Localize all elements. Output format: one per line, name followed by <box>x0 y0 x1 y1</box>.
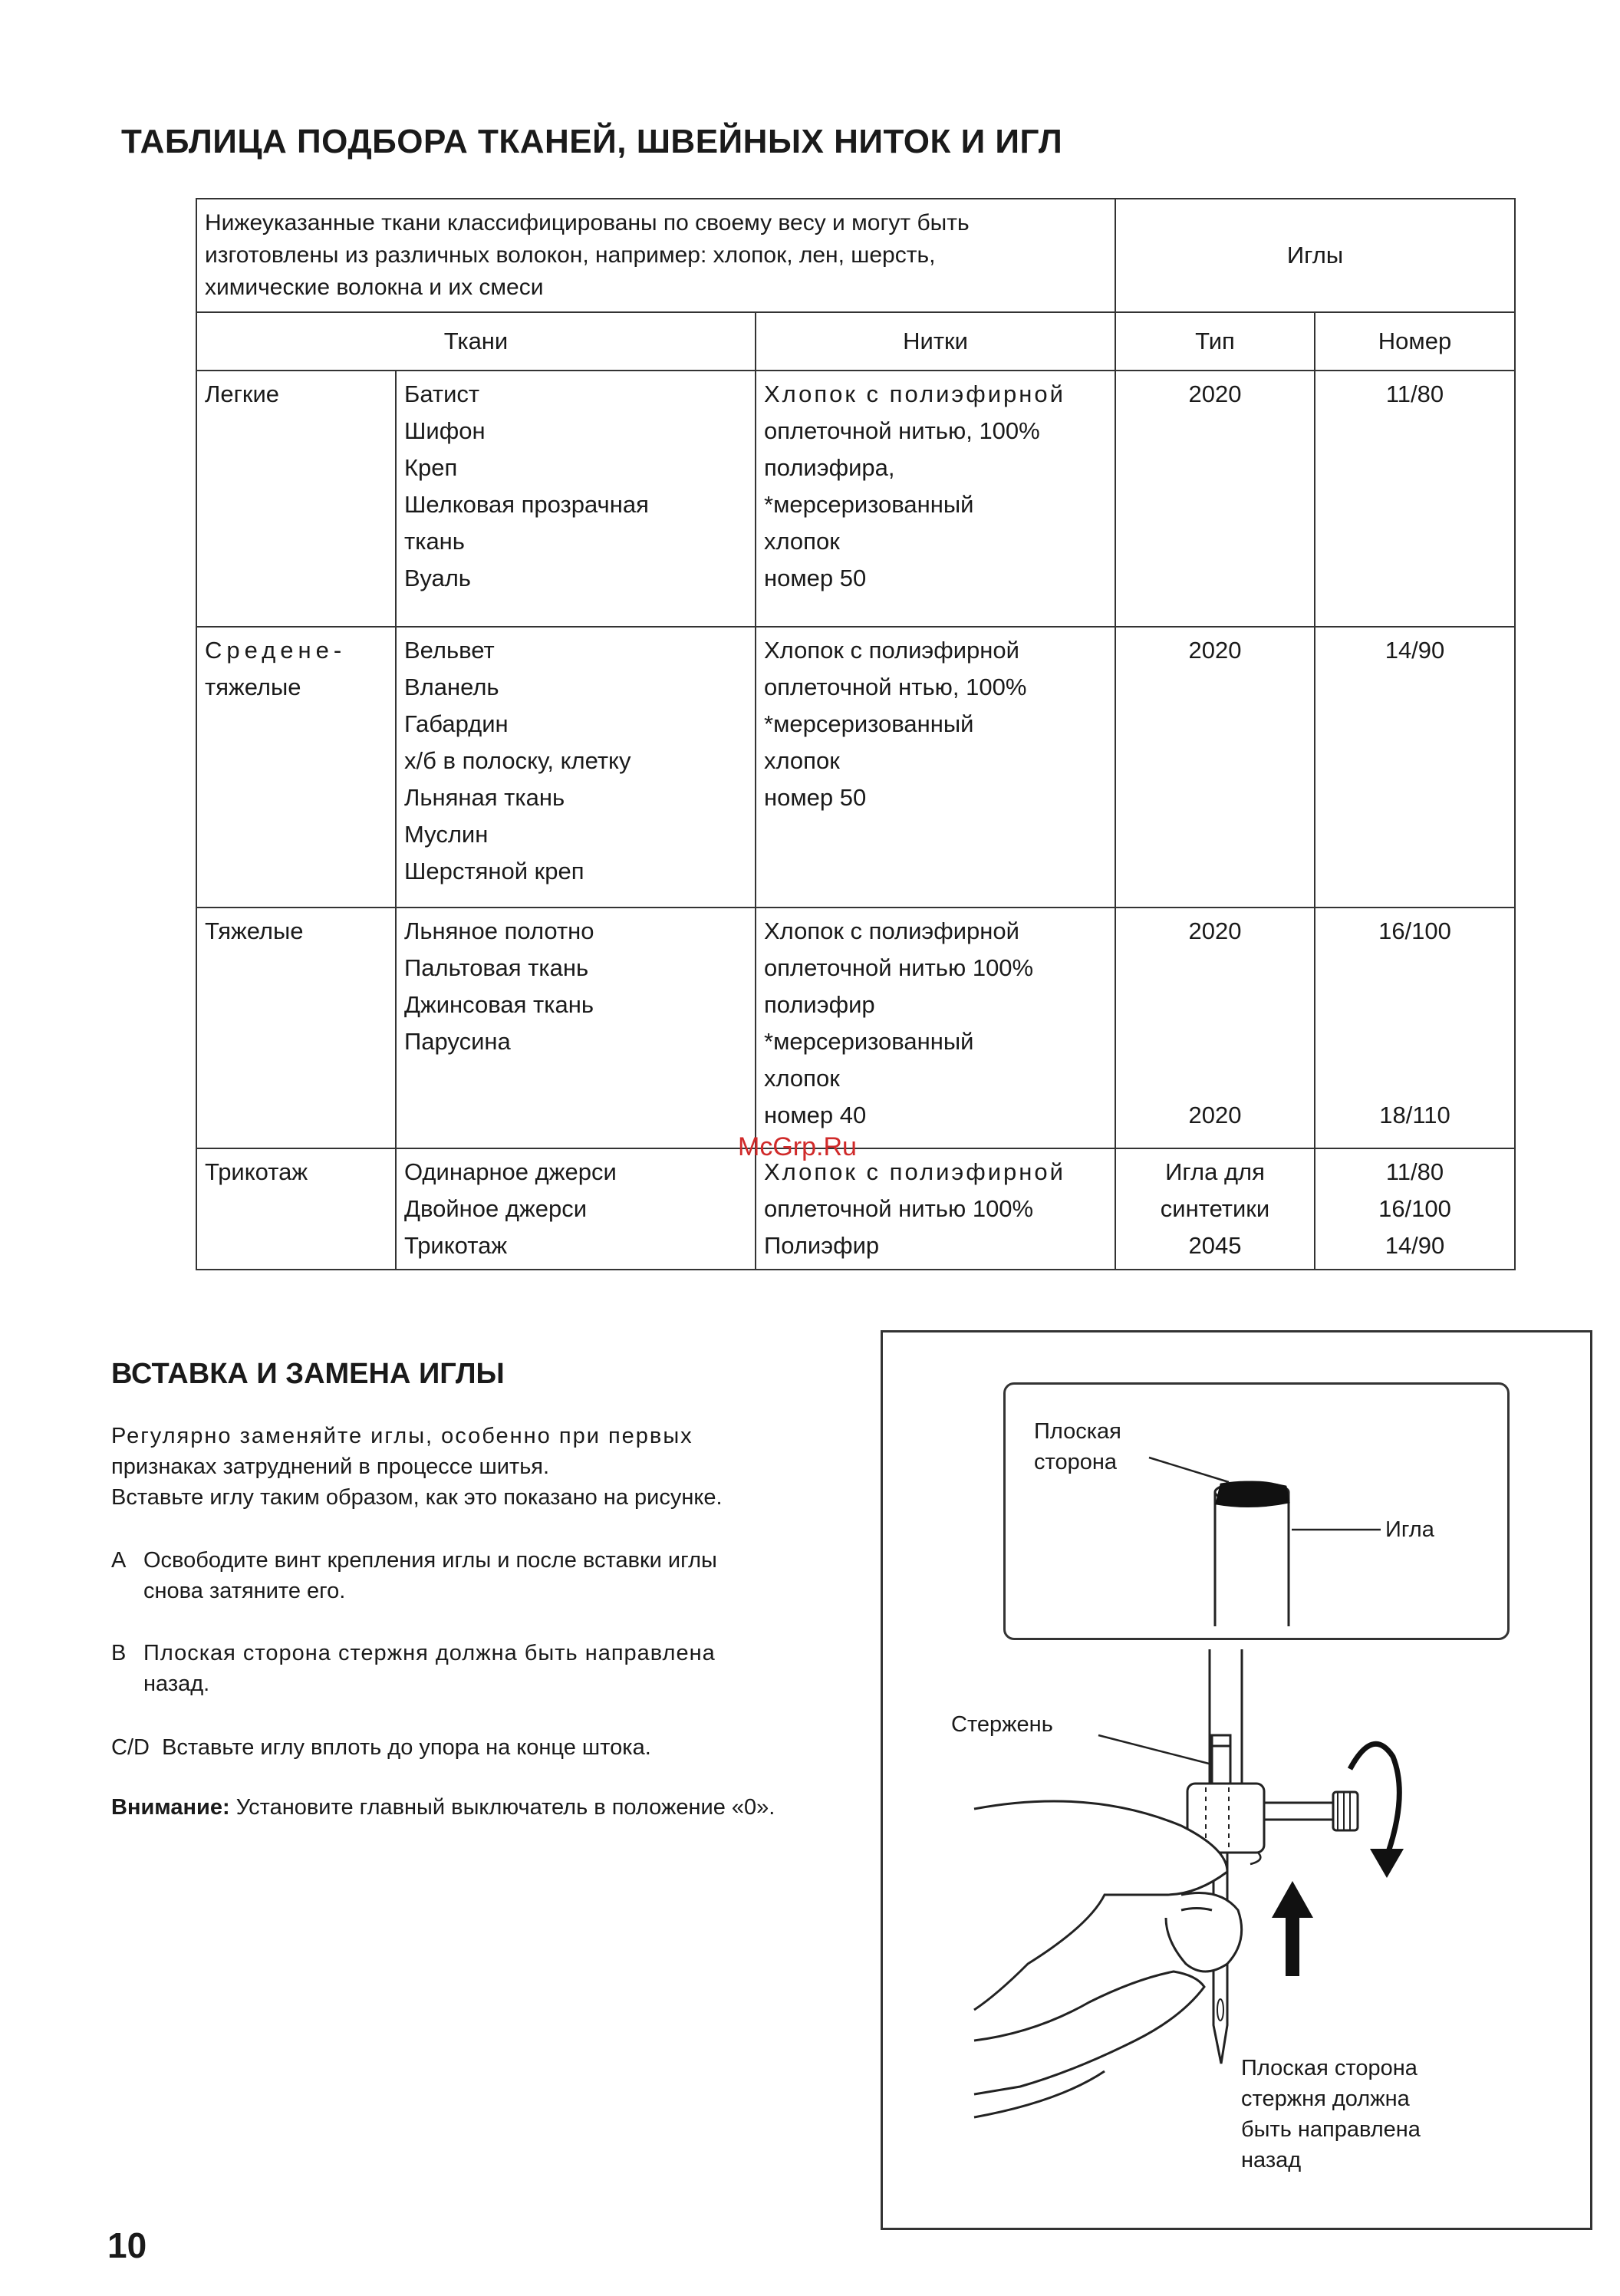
fabric-item: Пальтовая ткань <box>404 954 589 981</box>
fabric-item: Креп <box>404 454 458 481</box>
step-letter: С/D <box>111 1735 150 1760</box>
needle-type: 2020 <box>1188 917 1242 944</box>
intro-line: Вставьте иглу таким образом, как это показано на рисунке. <box>111 1485 723 1510</box>
needle-number: 16/100 <box>1378 917 1451 944</box>
needle-type: 2020 <box>1188 1102 1242 1128</box>
fabric-item: Шифон <box>404 417 486 444</box>
fabric-item: Вланель <box>404 674 499 700</box>
fabric-item: Одинарное джерси <box>404 1158 617 1185</box>
shank-label: Стержень <box>951 1712 1053 1737</box>
fabric-item: Вуаль <box>404 565 471 591</box>
needles-header: Иглы <box>1115 199 1515 312</box>
thread-line: *мерсеризованный <box>764 491 974 518</box>
fabric-item: Батист <box>404 380 480 407</box>
intro-line: признаках затруднений в процессе шитья. <box>111 1454 550 1479</box>
flat-side-label-line: Плоская <box>1034 1419 1121 1444</box>
fabric-item: Вельвет <box>404 637 495 664</box>
thread-line: Хлопок с полиэфирной <box>764 1158 1065 1185</box>
needle-number: 11/80 <box>1385 1158 1444 1185</box>
shank-pointer <box>1098 1735 1212 1764</box>
table-section-title: ТАБЛИЦА ПОДБОРА ТКАНЕЙ, ШВЕЙНЫХ НИТОК И ИГЛ <box>121 123 1063 160</box>
flat-side-label <box>1034 1416 1121 1477</box>
thread-line: оплеточной нтью, 100% <box>764 674 1027 700</box>
needle-section-title: ВСТАВКА И ЗАМЕНА ИГЛЫ <box>111 1358 505 1390</box>
needle-type: синтетики <box>1160 1195 1270 1222</box>
category-label: тяжелые <box>205 674 301 700</box>
flat-side-label-line: сторона <box>1034 1450 1117 1474</box>
intro-line: Регулярно заменяйте иглы, особенно при первых <box>111 1424 693 1448</box>
thread-line: Хлопок с полиэфирной <box>764 637 1019 664</box>
fabric-item: Габардин <box>404 710 509 737</box>
thread-line: номер 40 <box>764 1102 867 1128</box>
category-label: Трикотаж <box>205 1158 308 1185</box>
category-label: Средене- <box>205 637 347 664</box>
step-text: Плоская сторона стержня должна быть направлена <box>143 1641 716 1665</box>
figure-caption <box>1241 2053 1421 2176</box>
step-letter: В <box>111 1641 127 1665</box>
step-text: Освободите винт крепления иглы и после вставки иглы <box>143 1548 717 1573</box>
thread-line: хлопок <box>764 528 840 555</box>
needle-type: 2020 <box>1188 380 1242 407</box>
thread-line: полиэфир <box>764 991 875 1018</box>
fabric-item: Трикотаж <box>404 1232 508 1259</box>
thread-line: Хлопок с полиэфирной <box>764 917 1019 944</box>
needle-number: 11/80 <box>1385 380 1444 407</box>
warning-text: Установите главный выключатель в положение «0». <box>235 1795 775 1820</box>
intro-line: изготовлены из различных волокон, например: хлопок, лен, шерсть, <box>205 242 936 268</box>
header-fabrics: Ткани <box>196 312 756 371</box>
thread-line: Хлопок с полиэфирной <box>764 380 1065 407</box>
needle-label: Игла <box>1385 1517 1434 1542</box>
needle-type: Игла для <box>1165 1158 1265 1185</box>
header-threads: Нитки <box>756 312 1115 371</box>
step-text: Вставьте иглу вплоть до упора на конце штока. <box>162 1735 651 1760</box>
thread-line: оплеточной нитью 100% <box>764 1195 1034 1222</box>
needle-number: 16/100 <box>1378 1195 1451 1222</box>
header-type: Тип <box>1115 312 1315 371</box>
header-number: Номер <box>1315 312 1515 371</box>
hand-icon <box>974 1801 1242 2117</box>
warning-label: Внимание: <box>111 1795 230 1820</box>
page-number: 10 <box>107 2225 147 2265</box>
up-arrow-icon <box>1272 1881 1313 1976</box>
fabric-item: Парусина <box>404 1028 511 1055</box>
fabric-item: Льняная ткань <box>404 784 565 811</box>
caption-line: быть направлена <box>1241 2117 1421 2142</box>
step-text: снова затяните его. <box>143 1579 346 1603</box>
fabric-item: Льняное полотно <box>404 917 594 944</box>
step-text: назад. <box>143 1672 210 1696</box>
category-label: Тяжелые <box>205 917 304 944</box>
thread-line: оплеточной нитью 100% <box>764 954 1034 981</box>
caption-line: назад <box>1241 2148 1302 2172</box>
thread-line: Полиэфир <box>764 1232 880 1259</box>
needle-type: 2045 <box>1188 1232 1242 1259</box>
fabric-item: Шелковая прозрачная <box>404 491 649 518</box>
needle-number: 14/90 <box>1385 637 1445 664</box>
intro-line: Нижеуказанные ткани классифицированы по своему весу и могут быть <box>205 210 970 236</box>
thread-line: хлопок <box>764 1065 840 1092</box>
thread-line: хлопок <box>764 747 840 774</box>
thread-line: *мерсеризованный <box>764 1028 974 1055</box>
caption-line: стержня должна <box>1241 2087 1410 2111</box>
thread-line: полиэфира, <box>764 454 895 481</box>
fabric-item: Джинсовая ткань <box>404 991 594 1018</box>
needle-number: 18/110 <box>1379 1102 1450 1128</box>
fabric-item: Шерстяной креп <box>404 858 584 884</box>
thread-line: *мерсеризованный <box>764 710 974 737</box>
thread-line: оплеточной нитью, 100% <box>764 417 1040 444</box>
thread-line: номер 50 <box>764 565 867 591</box>
fabric-item: Двойное джерси <box>404 1195 588 1222</box>
category-label: Легкие <box>205 380 280 407</box>
step-letter: А <box>111 1548 127 1573</box>
thread-line: номер 50 <box>764 784 867 811</box>
caption-line: Плоская сторона <box>1241 2056 1418 2080</box>
watermark: McGrp.Ru <box>738 1132 857 1161</box>
fabric-item: ткань <box>404 528 465 555</box>
fabric-item: Муслин <box>404 821 489 848</box>
needle-number: 14/90 <box>1385 1232 1445 1259</box>
fabric-item: х/б в полоску, клетку <box>404 747 631 774</box>
intro-line: химические волокна и их смеси <box>205 275 544 300</box>
needle-type: 2020 <box>1188 637 1242 664</box>
needle-detail <box>1149 1458 1381 1626</box>
